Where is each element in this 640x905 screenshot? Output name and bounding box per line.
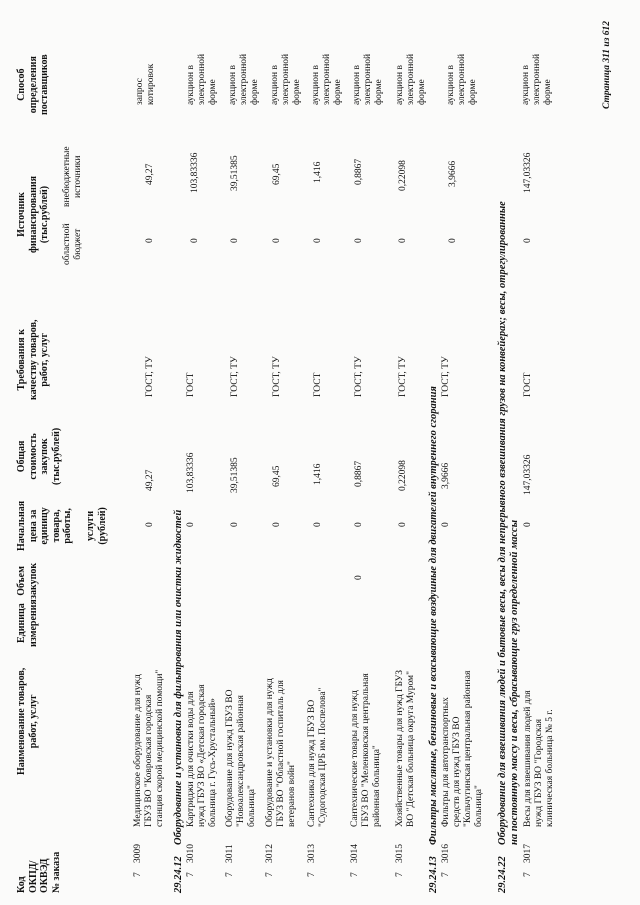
header-src-regional: областной бюджет — [62, 223, 83, 265]
section-code: 29.24.22 — [497, 856, 508, 893]
row-regional: 0 — [272, 238, 282, 243]
row-extrabudget: 39,51385 — [230, 155, 240, 191]
row-number: 3012 — [265, 844, 275, 863]
row-total: 1,416 — [313, 463, 323, 485]
row-name: Сантехника для нужд ГБУЗ ВО "Судогодская ЦРБ им. Поспелова" — [307, 687, 328, 827]
row-method: запрос котировок — [135, 63, 156, 105]
row-price: 0 — [230, 522, 240, 527]
row-regional: 0 — [313, 238, 323, 243]
row-total: 103,83336 — [186, 452, 196, 493]
row-number: 3013 — [307, 844, 317, 863]
row-name: Сантехнические товары для нужд ГБУЗ ВО "Меленковская центральная районная больница" — [350, 673, 382, 827]
row-extrabudget: 69,45 — [272, 163, 282, 185]
row-prefix: 7 — [523, 872, 533, 877]
row-prefix: 7 — [395, 872, 405, 877]
row-regional: 0 — [448, 238, 458, 243]
row-regional: 0 — [354, 238, 364, 243]
row-prefix: 7 — [186, 872, 196, 877]
row-regional: 0 — [398, 238, 408, 243]
row-price: 0 — [354, 522, 364, 527]
row-total: 147,03326 — [523, 454, 533, 495]
header-method: Способ определения поставщиков — [16, 54, 50, 115]
header-total: Общая стоимость закупок (тыс.рублей) — [16, 427, 62, 485]
row-name: Оборудование для нужд ГБУЗ ВО "Новоалександровская районная больница" — [225, 689, 257, 827]
section-title: Оборудование и установки для фильтрования или очистки жидкостей — [173, 509, 184, 845]
row-prefix: 7 — [350, 872, 360, 877]
header-name: Наименование товаров, работ, услуг — [16, 667, 39, 775]
page-number: Страница 311 из 612 — [602, 20, 612, 109]
row-number: 3010 — [186, 844, 196, 863]
row-method: аукцион в электронной форме — [228, 53, 260, 105]
row-name: Весы для взвешивания людей для нужд ГБУЗ ВО "Городская клиническая больница № 5 г. — [523, 690, 555, 827]
header-src-extrabudget: внебюджетные источники — [62, 146, 83, 207]
row-number: 3017 — [523, 844, 533, 863]
row-regional: 0 — [523, 238, 533, 243]
section-title: Оборудование для взвешивания людей и бытовые весы, весы для непрерывного взвешивания грузов на конвейерах; весы, отрегулированные на постоянную массу и весы, сбрасывающие груз определенной массы — [497, 201, 520, 845]
row-method: аукцион в электронной форме — [521, 53, 553, 105]
row-method: аукцион в электронной форме — [446, 53, 478, 105]
row-method: аукцион в электронной форме — [311, 53, 343, 105]
row-price: 0 — [186, 522, 196, 527]
row-extrabudget: 0,22098 — [398, 160, 408, 191]
row-extrabudget: 1,416 — [313, 161, 323, 183]
row-qty: 0 — [354, 575, 364, 580]
row-extrabudget: 0,8867 — [354, 158, 364, 185]
row-prefix: 7 — [225, 872, 235, 877]
row-price: 0 — [441, 522, 451, 527]
row-method: аукцион в электронной форме — [352, 53, 384, 105]
row-regional: 0 — [145, 238, 155, 243]
row-req: ГОСТ, ТУ — [441, 356, 451, 397]
row-number: 3014 — [350, 844, 360, 863]
header-unit: Единица измерения — [16, 599, 39, 647]
row-total: 0,8867 — [354, 460, 364, 487]
row-price: 0 — [398, 522, 408, 527]
row-price: 0 — [523, 522, 533, 527]
row-req: ГОСТ, ТУ — [230, 356, 240, 397]
row-method: аукцион в электронной форме — [395, 53, 427, 105]
row-req: ГОСТ, ТУ — [272, 356, 282, 397]
row-regional: 0 — [230, 238, 240, 243]
row-req: ГОСТ, ТУ — [354, 356, 364, 397]
row-extrabudget: 3,9666 — [448, 160, 458, 187]
row-req: ГОСТ, ТУ — [145, 356, 155, 397]
row-extrabudget: 147,03326 — [523, 152, 533, 193]
row-price: 0 — [313, 522, 323, 527]
row-number: 3011 — [225, 844, 235, 863]
row-prefix: 7 — [441, 872, 451, 877]
row-price: 0 — [272, 522, 282, 527]
header-src: Источник финансирования (тыс.рублей) — [16, 175, 50, 253]
row-name: Медицинское оборудование для нужд ГБУЗ ВО "Ковровская городская станция скорой медицинской помощи" — [133, 669, 165, 827]
row-total: 39,51385 — [230, 457, 240, 493]
row-extrabudget: 103,83336 — [190, 152, 200, 193]
row-regional: 0 — [190, 238, 200, 243]
row-prefix: 7 — [133, 872, 143, 877]
header-price: Начальная цена за единицу товара, работы, услуги (рублей) — [16, 500, 108, 551]
row-name: Хозяйственные товары для нужд ГБУЗ ВО "Детская больница округа Муром" — [395, 669, 416, 827]
header-req: Требования к качеству товаров, работ, услуг — [16, 319, 50, 400]
section-code: 29.24.12 — [173, 856, 184, 893]
header-qty: Объем закупок — [16, 562, 39, 599]
row-number: 3016 — [441, 844, 451, 863]
section-code: 29.24.13 — [428, 856, 439, 893]
row-name: Картриджи для очистки воды для нужд ГБУЗ ВО «Детская городская больница г. Гусь-Хрустальный» — [186, 684, 218, 827]
row-extrabudget: 49,27 — [145, 163, 155, 185]
row-number: 3009 — [133, 844, 143, 863]
section-title: Фильтры масляные, бензиновые и всасывающие воздушные для двигателей внутреннего сгорания — [428, 386, 439, 845]
row-req: ГОСТ — [186, 372, 196, 397]
row-total: 3,9666 — [441, 462, 451, 489]
row-req: ГОСТ, ТУ — [398, 356, 408, 397]
row-prefix: 7 — [307, 872, 317, 877]
row-method: аукцион в электронной форме — [186, 53, 218, 105]
row-method: аукцион в электронной форме — [270, 53, 302, 105]
row-req: ГОСТ — [313, 372, 323, 397]
row-req: ГОСТ — [523, 372, 533, 397]
header-kod: Код ОКПД/ ОКВЭД № заказа — [16, 851, 62, 893]
row-prefix: 7 — [265, 872, 275, 877]
row-total: 49,27 — [145, 469, 155, 491]
row-name: Оборудование и установки для нужд ГБУЗ ВО "Областной госпиталь для ветеранов войн" — [265, 678, 297, 827]
row-price: 0 — [145, 522, 155, 527]
row-name: Фильтры для автотранспортных средств для нужд ГБУЗ ВО "Кольчугинская центральная районная больница" — [441, 670, 484, 827]
row-number: 3015 — [395, 844, 405, 863]
row-total: 69,45 — [272, 465, 282, 487]
row-total: 0,22098 — [398, 460, 408, 491]
